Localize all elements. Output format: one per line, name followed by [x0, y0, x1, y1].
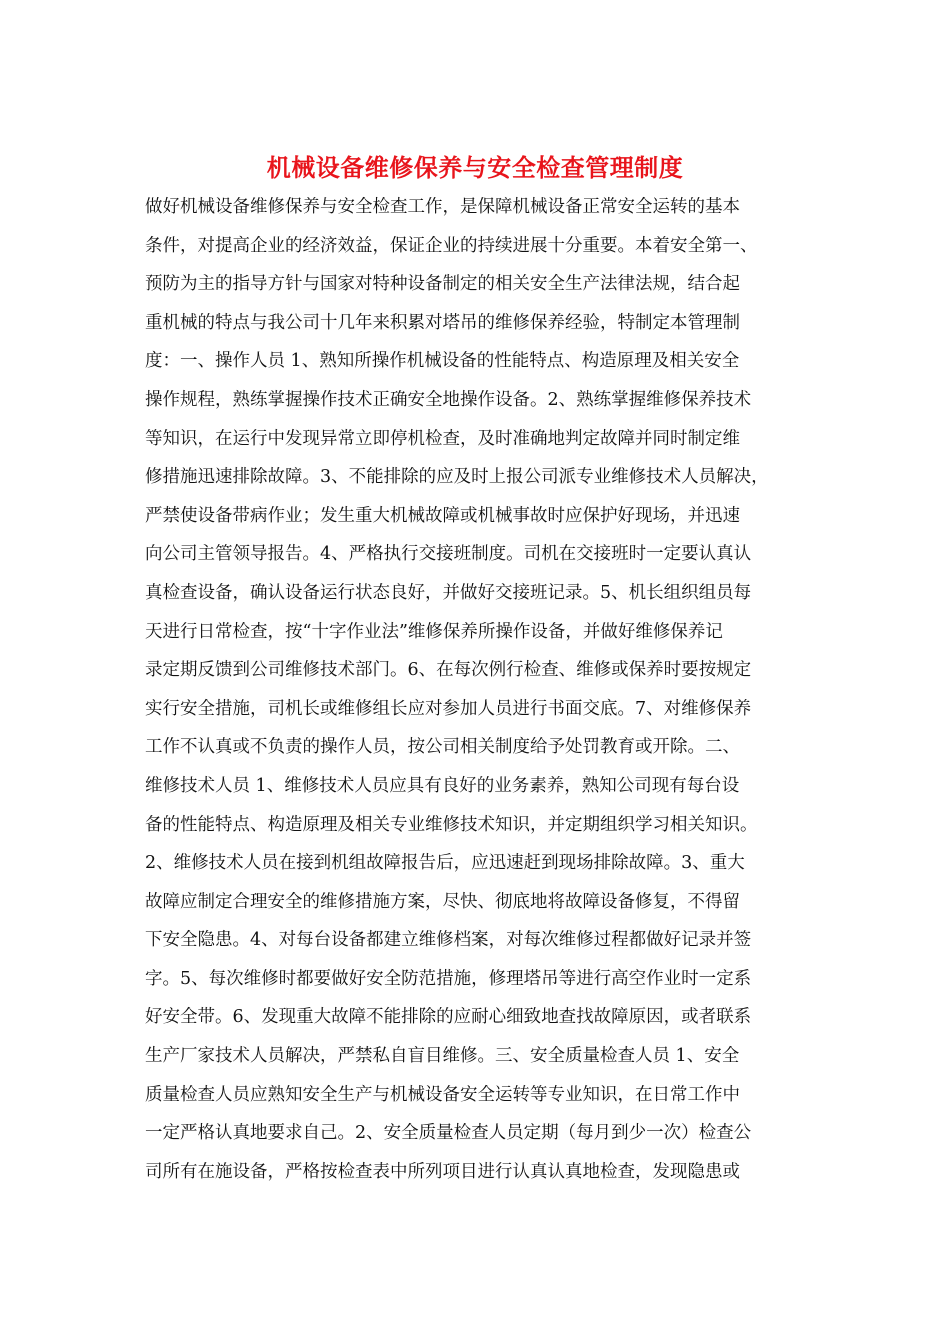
body-line: 度：一、操作人员 1、熟知所操作机械设备的性能特点、构造原理及相关安全 [145, 351, 740, 372]
body-line: 条件，对提高企业的经济效益，保证企业的持续进展十分重要。本着安全第一、 [145, 235, 758, 256]
body-line: 2、维修技术人员在接到机组故障报告后，应迅速赶到现场排除故障。3、重大 [145, 853, 745, 874]
body-line: 录定期反馈到公司维修技术部门。6、在每次例行检查、维修或保养时要按规定 [145, 660, 752, 681]
body-line: 司所有在施设备，严格按检查表中所列项目进行认真认真地检查，发现隐患或 [145, 1161, 740, 1182]
body-line: 真检查设备，确认设备运行状态良好，并做好交接班记录。5、机长组织组员每 [145, 582, 752, 603]
body-line: 操作规程，熟练掌握操作技术正确安全地操作设备。2、熟练掌握维修保养技术 [145, 389, 752, 410]
body-line: 天进行日常检查，按“十字作业法”维修保养所操作设备，并做好维修保养记 [145, 621, 723, 642]
body-line: 工作不认真或不负责的操作人员，按公司相关制度给予处罚教育或开除。二、 [145, 737, 740, 758]
document-body [145, 188, 810, 1191]
body-line: 维修技术人员 1、维修技术人员应具有良好的业务素养，熟知公司现有每台设 [145, 775, 740, 796]
body-line: 向公司主管领导报告。4、严格执行交接班制度。司机在交接班时一定要认真认 [145, 544, 752, 565]
body-line: 字。5、每次维修时都要做好安全防范措施，修理塔吊等进行高空作业时一定系 [145, 968, 752, 989]
body-line: 一定严格认真地要求自己。2、安全质量检查人员定期（每月到少一次）检查公 [145, 1123, 752, 1144]
body-line: 故障应制定合理安全的维修措施方案，尽快、彻底地将故障设备修复，不得留 [145, 891, 740, 912]
body-line: 做好机械设备维修保养与安全检查工作，是保障机械设备正常安全运转的基本 [145, 197, 740, 217]
body-line: 备的性能特点、构造原理及相关专业维修技术知识，并定期组织学习相关知识。 [145, 814, 758, 835]
body-line: 重机械的特点与我公司十几年来积累对塔吊的维修保养经验，特制定本管理制 [145, 312, 740, 333]
body-line: 生产厂家技术人员解决，严禁私自盲目维修。三、安全质量检查人员 1、安全 [145, 1046, 740, 1067]
body-line: 下安全隐患。4、对每台设备都建立维修档案，对每次维修过程都做好记录并签 [145, 930, 752, 951]
body-line: 修措施迅速排除故障。3、不能排除的应及时上报公司派专业维修技术人员解决， [145, 467, 769, 488]
body-line: 好安全带。6、发现重大故障不能排除的应耐心细致地查找故障原因，或者联系 [145, 1007, 752, 1028]
document-title: 机械设备维修保养与安全检查管理制度 [266, 154, 684, 182]
body-line: 等知识，在运行中发现异常立即停机检查，及时准确地判定故障并同时制定维 [145, 428, 740, 449]
body-line: 严禁使设备带病作业；发生重大机械故障或机械事故时应保护好现场，并迅速 [145, 505, 740, 526]
body-line: 质量检查人员应熟知安全生产与机械设备安全运转等专业知识，在日常工作中 [145, 1084, 740, 1105]
body-line: 实行安全措施，司机长或维修组长应对参加人员进行书面交底。7、对维修保养 [145, 698, 752, 719]
body-line: 预防为主的指导方针与国家对特种设备制定的相关安全生产法律法规，结合起 [145, 274, 740, 295]
